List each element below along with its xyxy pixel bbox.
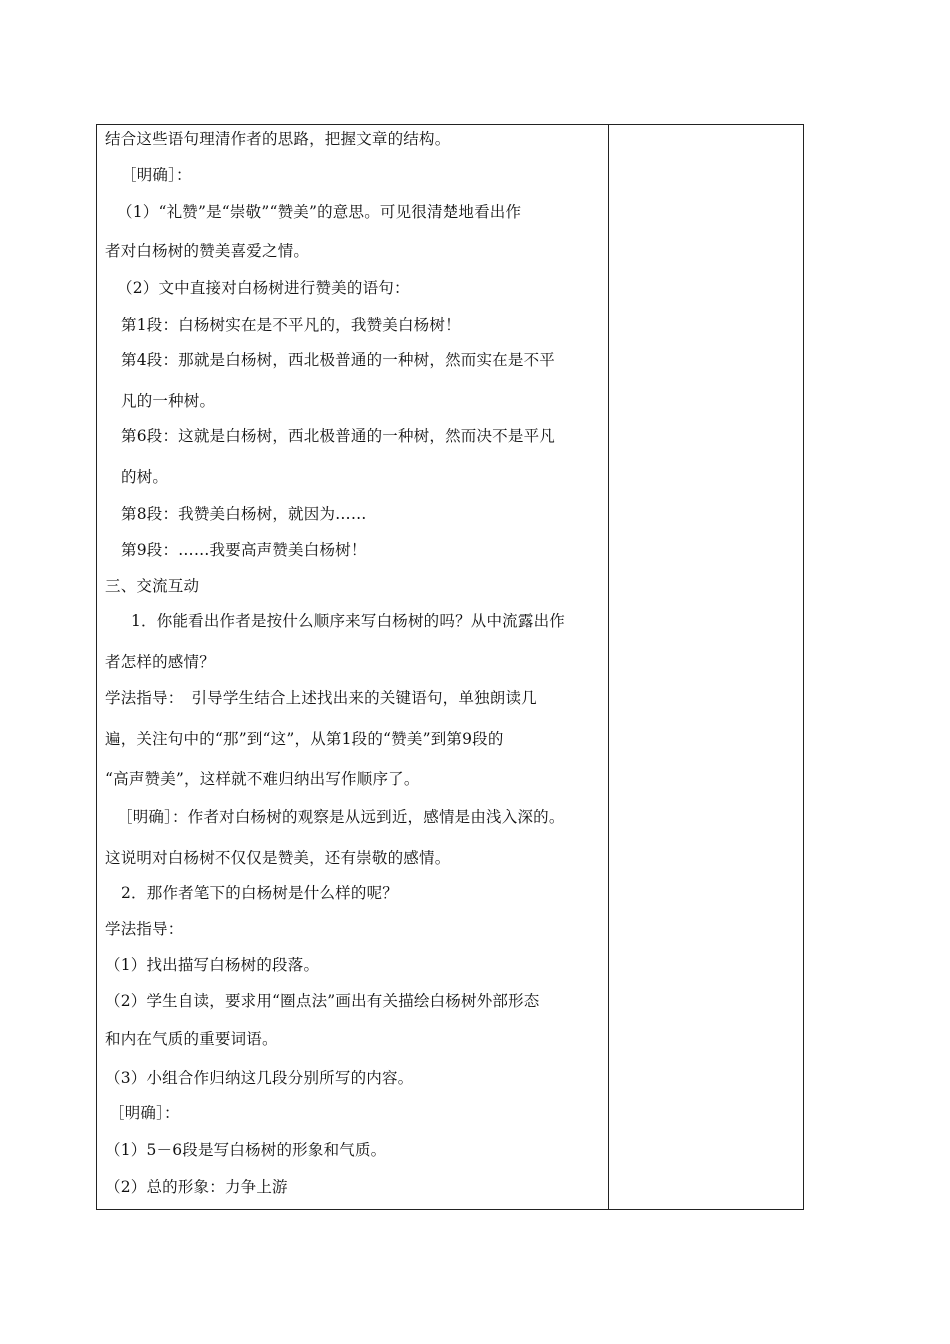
notes-cell bbox=[609, 125, 803, 1209]
text-line: 的树。 bbox=[121, 468, 169, 486]
text-line: 者怎样的感情？ bbox=[105, 653, 215, 671]
text-line: 第8段：我赞美白杨树，就因为…… bbox=[121, 505, 367, 523]
text-line: （1）5－6段是写白杨树的形象和气质。 bbox=[105, 1141, 387, 1159]
text-line: 这说明对白杨树不仅仅是赞美，还有崇敬的感情。 bbox=[105, 849, 451, 867]
text-line: 凡的一种树。 bbox=[121, 392, 216, 410]
text-line: 结合这些语句理清作者的思路，把握文章的结构。 bbox=[105, 130, 451, 148]
text-line: 第1段：白杨树实在是不平凡的，我赞美白杨树！ bbox=[121, 316, 461, 334]
text-line: （2）学生自读，要求用“圈点法”画出有关描绘白杨树外部形态 bbox=[105, 992, 540, 1010]
text-line: （1）找出描写白杨树的段落。 bbox=[105, 956, 320, 974]
text-line: （3）小组合作归纳这几段分别所写的内容。 bbox=[105, 1069, 414, 1087]
text-line: 第9段：……我要高声赞美白杨树！ bbox=[121, 541, 367, 559]
text-line: 和内在气质的重要词语。 bbox=[105, 1030, 278, 1048]
text-line: 第4段：那就是白杨树，西北极普通的一种树，然而实在是不平 bbox=[121, 351, 555, 369]
text-line: 学法指导： 引导学生结合上述找出来的关键语句，单独朗读几 bbox=[105, 689, 537, 707]
text-line: “高声赞美”，这样就不难归纳出写作顺序了。 bbox=[105, 770, 420, 788]
text-line: 2．那作者笔下的白杨树是什么样的呢？ bbox=[121, 884, 398, 902]
text-line: （1）“礼赞”是“崇敬”“赞美”的意思。可见很清楚地看出作 bbox=[117, 203, 522, 221]
text-line: 者对白杨树的赞美喜爱之情。 bbox=[105, 242, 310, 260]
text-line: ［明确］： bbox=[109, 1104, 180, 1122]
text-line: ［明确］：作者对白杨树的观察是从远到近，感情是由浅入深的。 bbox=[117, 808, 565, 826]
text-line: 第6段：这就是白杨树，西北极普通的一种树，然而决不是平凡 bbox=[121, 427, 555, 445]
text-line: （2）文中直接对白杨树进行赞美的语句： bbox=[117, 279, 410, 297]
text-line: （2）总的形象：力争上游 bbox=[105, 1178, 288, 1196]
section-heading: 三、交流互动 bbox=[105, 577, 200, 595]
text-line: 遍，关注句中的“那”到“这”，从第1段的“赞美”到第9段的 bbox=[105, 730, 504, 748]
text-line: 1．你能看出作者是按什么顺序来写白杨树的吗？从中流露出作 bbox=[131, 612, 565, 630]
lesson-content-cell bbox=[97, 125, 608, 1209]
text-line: 学法指导： bbox=[105, 920, 184, 938]
text-line: ［明确］： bbox=[121, 166, 192, 184]
lesson-table bbox=[96, 124, 804, 1210]
